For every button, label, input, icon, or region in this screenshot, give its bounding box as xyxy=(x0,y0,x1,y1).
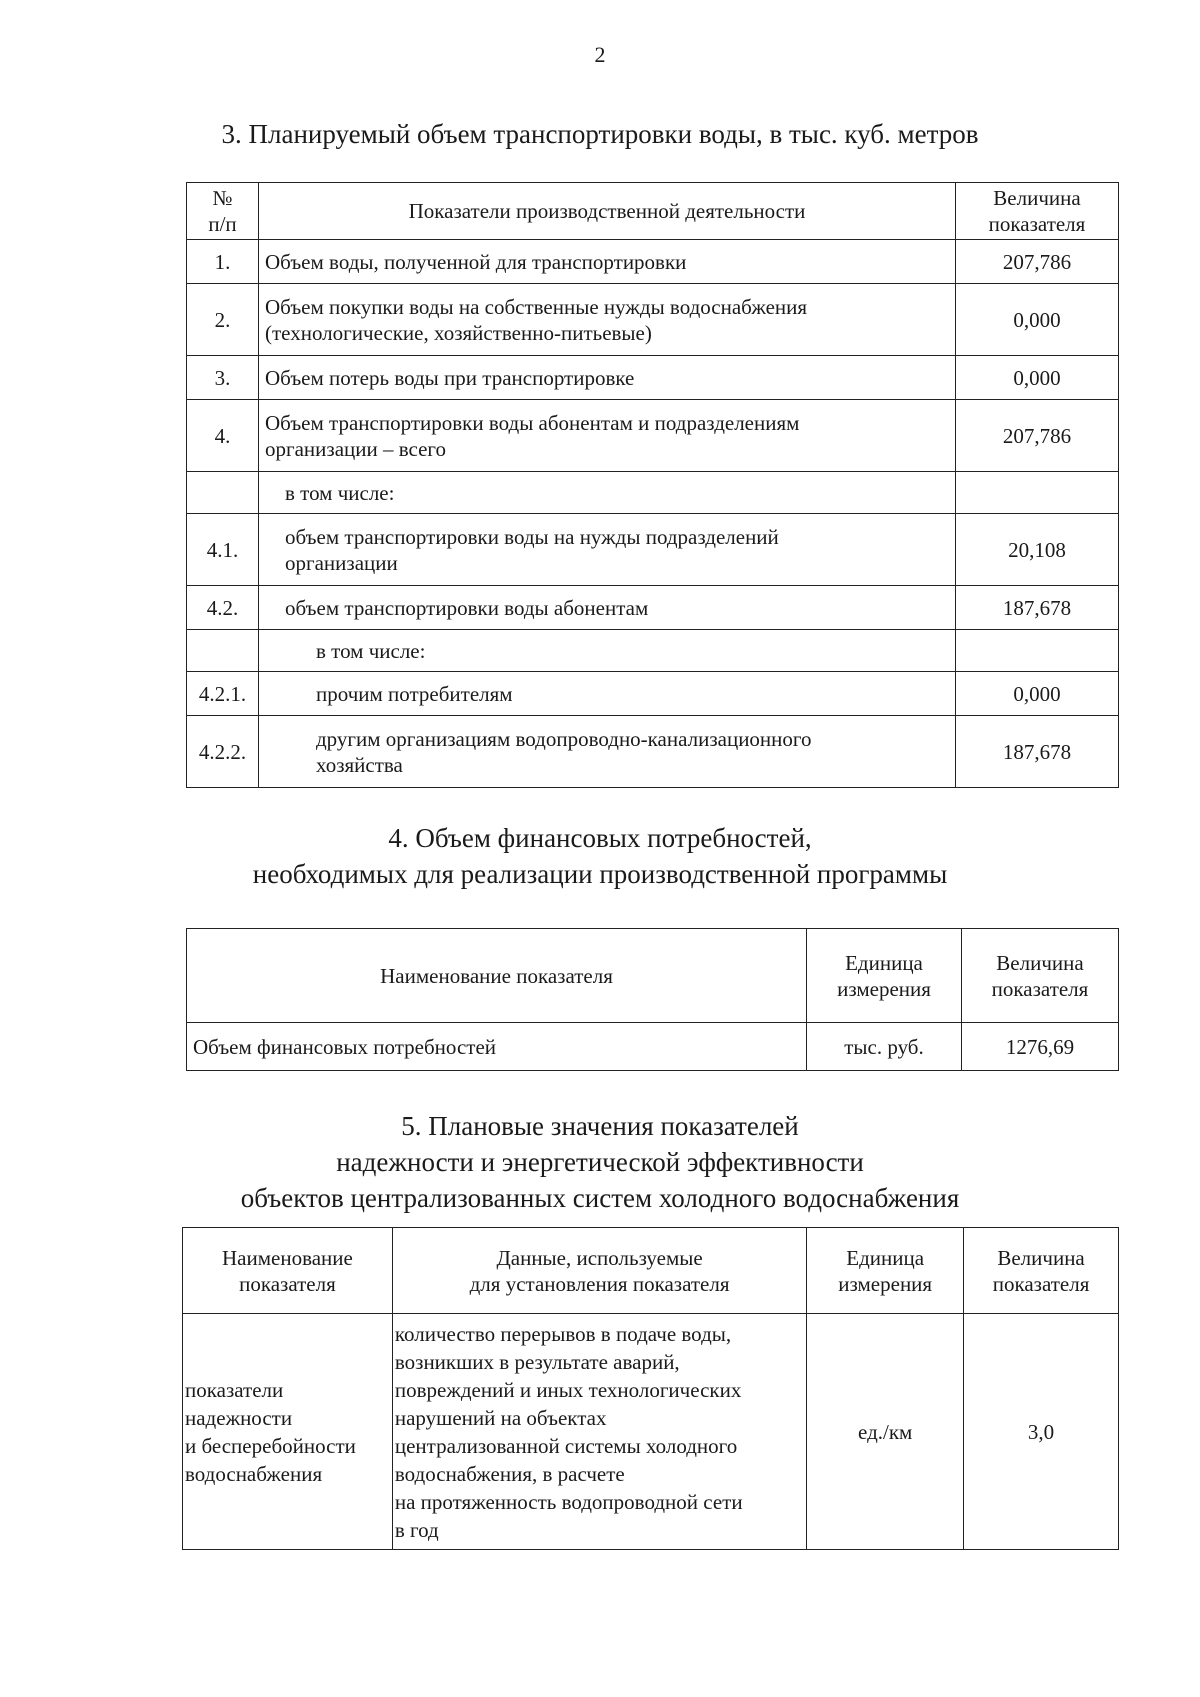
table-header-row xyxy=(183,1228,1119,1314)
header-indicator: Показатели производственной деятельности xyxy=(259,183,956,240)
row-num: 4.2. xyxy=(187,586,259,630)
row-num: 4. xyxy=(187,400,259,472)
page-number: 2 xyxy=(594,42,606,67)
row-value: 187,678 xyxy=(956,716,1119,788)
row-value: 0,000 xyxy=(956,356,1119,400)
row-num: 4.2.2. xyxy=(187,716,259,788)
row-num xyxy=(187,472,259,514)
table-row xyxy=(187,284,1119,356)
header-unit: Единица измерения xyxy=(807,1228,964,1314)
row-data: количество перерывов в подаче воды, возникших в результате аварий, повреждений и иных технологических нарушений на объектах централизованной системы холодного водоснабжения, в расчете на протяженность водопроводной сети в год xyxy=(392,1314,806,1550)
row-value: 1276,69 xyxy=(962,1023,1119,1071)
row-num: 4.1. xyxy=(187,514,259,586)
row-value: 207,786 xyxy=(956,400,1119,472)
row-num: 3. xyxy=(187,356,259,400)
header-value: Величина показателя xyxy=(956,183,1119,240)
table-header-row xyxy=(187,183,1119,240)
header-unit: Единица измерения xyxy=(807,929,962,1023)
row-name: Объем воды, полученной для транспортировки xyxy=(259,240,956,284)
row-value: 187,678 xyxy=(956,586,1119,630)
row-name: объем транспортировки воды абонентам xyxy=(259,586,956,630)
row-value xyxy=(956,630,1119,672)
reliability-indicators-table xyxy=(182,1227,1119,1550)
table-row xyxy=(187,586,1119,630)
row-value: 0,000 xyxy=(956,672,1119,716)
table-row xyxy=(187,672,1119,716)
row-num: 1. xyxy=(187,240,259,284)
row-unit: тыс. руб. xyxy=(807,1023,962,1071)
table-row xyxy=(187,400,1119,472)
table-row xyxy=(187,1023,1119,1071)
row-value xyxy=(956,472,1119,514)
section5-title: 5. Плановые значения показателей надежности и энергетической эффективности объектов централизованных систем холодного водоснабжения xyxy=(240,1111,960,1213)
row-value: 20,108 xyxy=(956,514,1119,586)
table-row xyxy=(187,356,1119,400)
row-name: Объем потерь воды при транспортировке xyxy=(259,356,956,400)
row-name: в том числе: xyxy=(259,630,956,672)
table-row xyxy=(187,514,1119,586)
row-name: в том числе: xyxy=(259,472,956,514)
row-name: показатели надежности и бесперебойности водоснабжения xyxy=(183,1314,393,1550)
table-row xyxy=(183,1314,1119,1550)
row-value: 207,786 xyxy=(956,240,1119,284)
table-row xyxy=(187,716,1119,788)
row-unit: ед./км xyxy=(807,1314,964,1550)
header-name: Наименование показателя xyxy=(187,929,807,1023)
header-num: № п/п xyxy=(187,183,259,240)
row-name: прочим потребителям xyxy=(259,672,956,716)
row-name: объем транспортировки воды на нужды подразделений организации xyxy=(259,514,956,586)
transport-volume-table xyxy=(186,182,1119,788)
table-header-row xyxy=(187,929,1119,1023)
row-value: 3,0 xyxy=(964,1314,1119,1550)
table-row xyxy=(187,472,1119,514)
row-name: Объем финансовых потребностей xyxy=(187,1023,807,1071)
header-name: Наименование показателя xyxy=(183,1228,393,1314)
section3-title: 3. Планируемый объем транспортировки воды, в тыс. куб. метров xyxy=(221,119,979,149)
table-row xyxy=(187,630,1119,672)
row-name: Объем покупки воды на собственные нужды водоснабжения (технологические, хозяйственно-питьевые) xyxy=(259,284,956,356)
row-name: Объем транспортировки воды абонентам и подразделениям организации – всего xyxy=(259,400,956,472)
table-row xyxy=(187,240,1119,284)
header-value: Величина показателя xyxy=(964,1228,1119,1314)
row-num xyxy=(187,630,259,672)
financial-needs-table xyxy=(186,928,1119,1071)
row-name: другим организациям водопроводно-канализационного хозяйства xyxy=(259,716,956,788)
header-data: Данные, используемые для установления показателя xyxy=(392,1228,806,1314)
section4-title: 4. Объем финансовых потребностей, необходимых для реализации производственной программы xyxy=(252,823,948,889)
row-num: 2. xyxy=(187,284,259,356)
row-num: 4.2.1. xyxy=(187,672,259,716)
header-value: Величина показателя xyxy=(962,929,1119,1023)
row-value: 0,000 xyxy=(956,284,1119,356)
